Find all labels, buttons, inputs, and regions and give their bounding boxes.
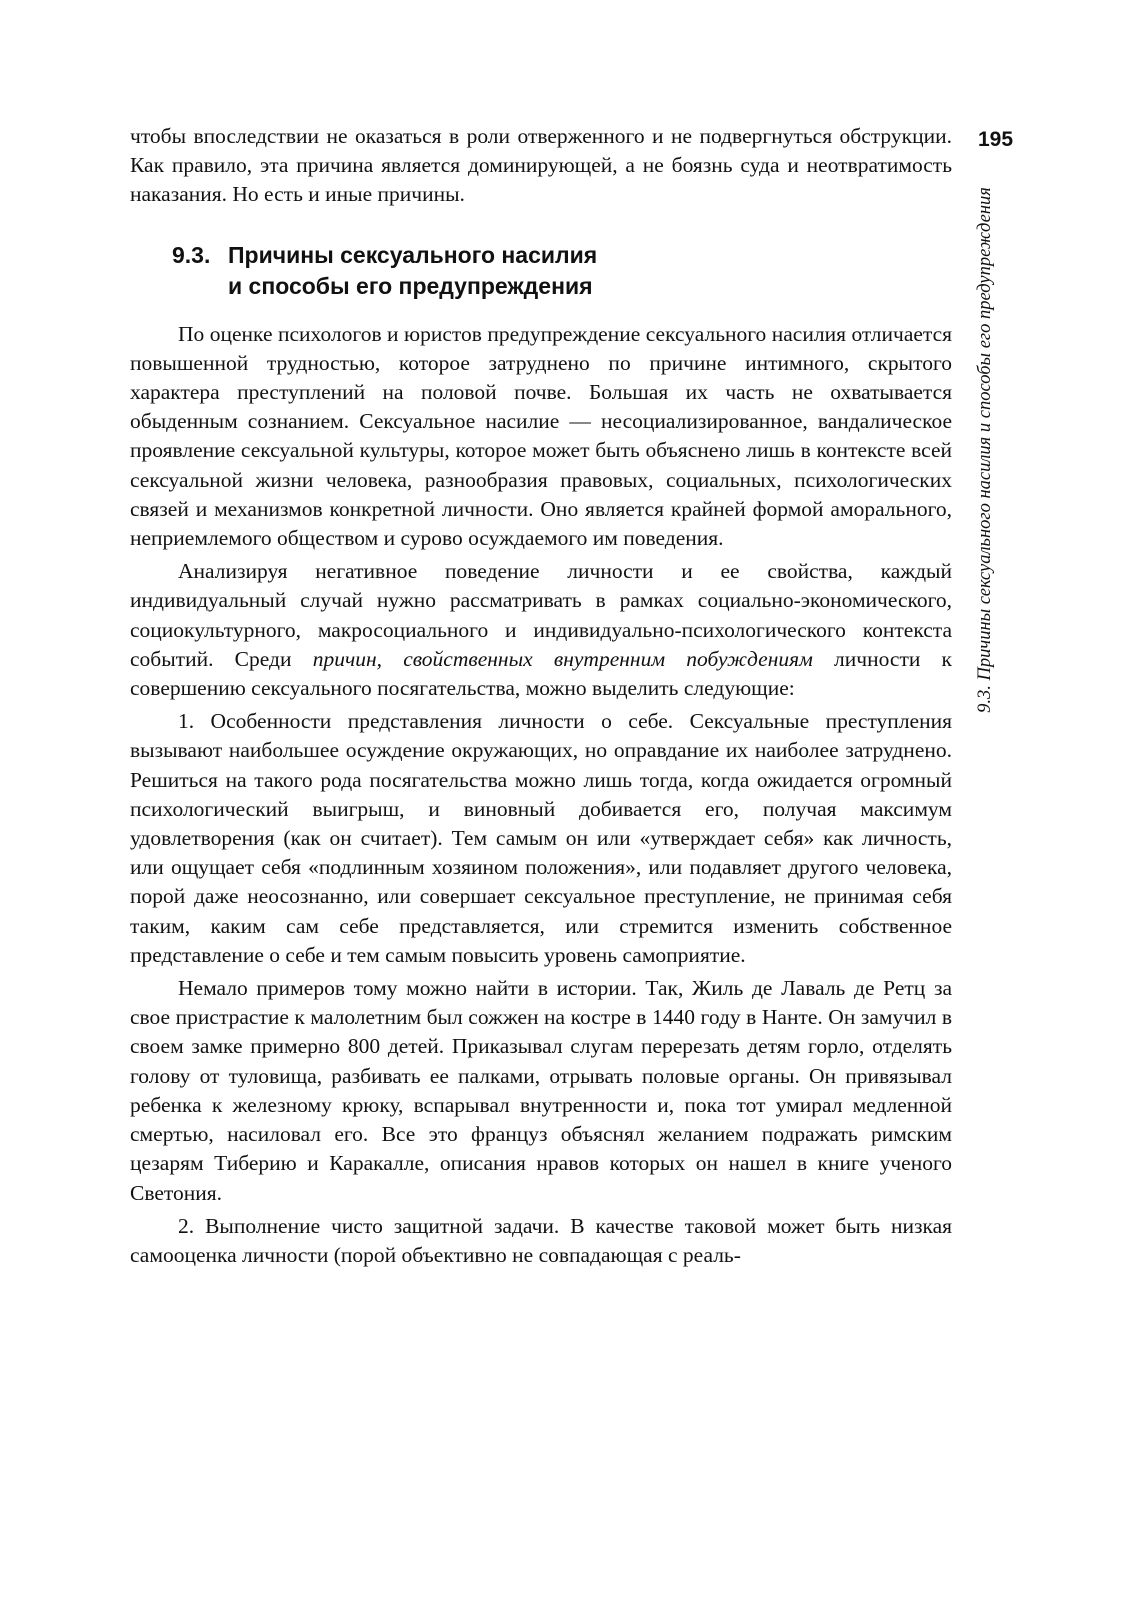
paragraph-4: Немало примеров тому можно найти в истории. Так, Жиль де Лаваль де Ретц за свое пристрастие к малолетним был сожжен на костре в 1440 году в Нанте. Он замучил в своем замке примерно 800 детей. Приказывал слугам перерезать детям горло, отделять голову от туловища, разбивать ее палками, отрывать половые органы. Он привязывал ребенка к железному крюку, вспарывал внутренности и, пока тот умирал медленной смертью, насиловал его. Все это француз объяснял желанием подражать римским цезарям Тиберию и Каракалле, описания нравов которых он нашел в книге ученого Светония. <box>130 976 952 1205</box>
page-number: 195 <box>978 128 1014 151</box>
continued-paragraph: чтобы впоследствии не оказаться в роли отверженного и не подвергнуться обструкции. Как правило, эта причина является доминирующей, а не боязнь суда и неотвратимость наказания. Но есть и иные причины. <box>130 124 952 207</box>
section-heading <box>172 240 952 302</box>
paragraph-5: 2. Выполнение чисто защитной задачи. В качестве таковой может быть низкая самооценка личности (порой объективно не совпадающая с реаль- <box>130 1213 952 1267</box>
section-number: 9.3. <box>172 241 211 268</box>
text-column <box>130 122 952 1270</box>
section-title-line1: Причины сексуального насилия <box>228 241 598 268</box>
paragraph-2-end: личности к совершению сексуального посягательства, можно выделить следующие: <box>130 646 953 701</box>
running-head: 9.3. Причины сексуального насилия и способы его предупреждения <box>975 187 995 713</box>
section-title-line2: и способы его предупреждения <box>228 272 593 299</box>
paragraph-1: По оценке психологов и юристов предупреждение сексуального насилия отличается повышенной трудностью, которое затруднено по причине интимного, скрытого характера преступлений на половой почве. Большая их часть не охватывается обыденным сознанием. Сексуальное насилие — несоциализированное, вандалическое проявление сексуальной культуры, которое может быть объяснено лишь в контексте всей сексуальной жизни человека, разнообразия правовых, социальных, психологических связей и механизмов конкретной личности. Оно является крайней формой аморального, неприемлемого обществом и сурово осуждаемого им поведения. <box>130 321 952 551</box>
paragraph-2-start: Анализируя негативное поведение личности и ее свойства, каждый индивидуальный случай нужно рассматривать в рамках социально-экономического, социокультурного, макросоциального и индивидуально-психологического контекста событий. Среди <box>130 559 952 671</box>
paragraph-3: 1. Особенности представления личности о себе. Сексуальные преступления вызывают наибольшее осуждение окружающих, но оправдание их наиболее затруднено. Решиться на такого рода посягательства можно лишь тогда, когда ожидается огромный психологический выигрыш, и виновный добивается его, получая максимум удовлетворения (как он считает). Тем самым он или «утверждает себя» как личность, или ощущает себя «подлинным хозяином положения», или подавляет другого человека, порой даже неосознанно, или совершает сексуальное преступление, не принимая себя таким, каким сам себе представляется, или стремится изменить собственное представление о себе и тем самым повысить уровень самоприятие. <box>130 709 952 967</box>
paragraph-2 <box>130 557 952 703</box>
paragraph-2-italic: причин, свойственных внутренним побуждениям <box>312 646 813 671</box>
